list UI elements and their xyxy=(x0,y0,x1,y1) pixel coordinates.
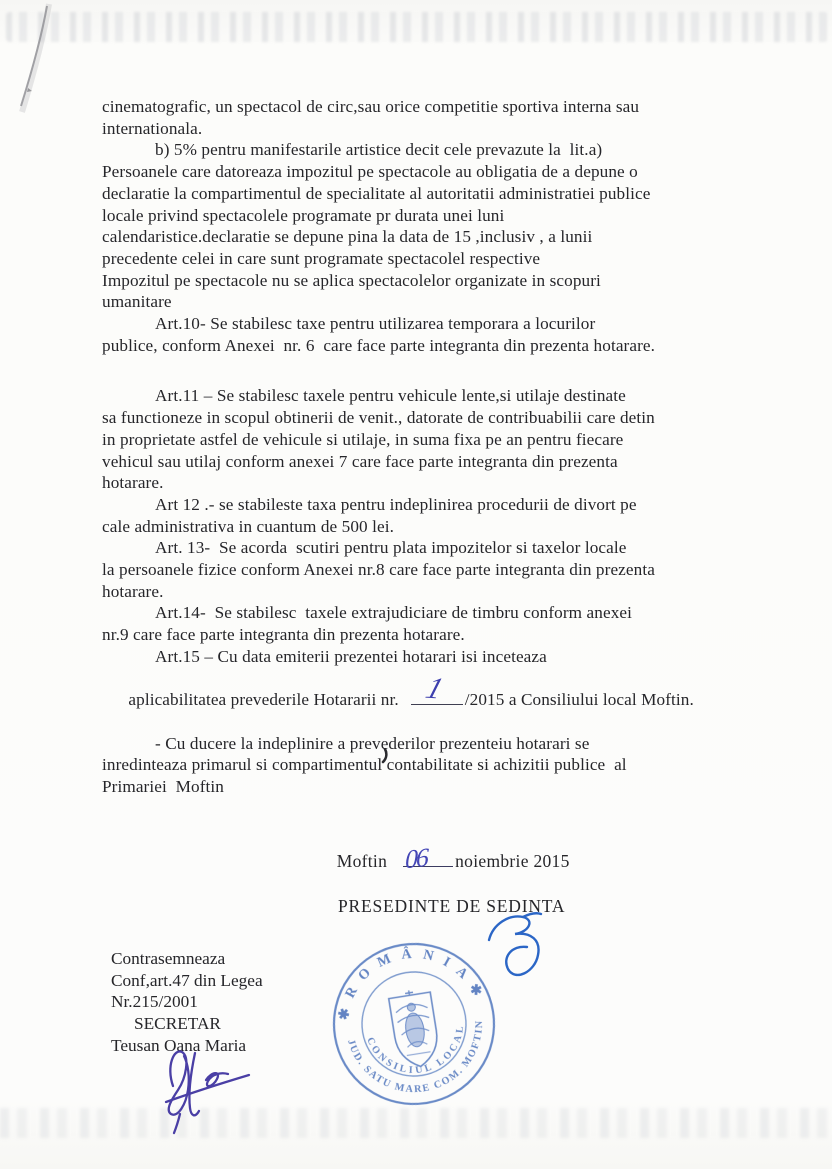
body-line: cale administrativa in cuantum de 500 lei. xyxy=(102,516,394,536)
body-line: Persoanele care datoreaza impozitul pe spectacole au obligatia de a depune o xyxy=(102,162,638,182)
dateline xyxy=(318,830,570,893)
coat-of-arms xyxy=(388,987,442,1070)
body-line: internationala. xyxy=(102,118,203,138)
body-line: inredinteaza primarul si compartimentul contabilitate si achizitii publice al xyxy=(102,755,627,775)
body-line: cinematografic, un spectacol de circ,sau orice competitie sportiva interna sau xyxy=(102,97,640,116)
body-line: in proprietate astfel de vehicule si utilaje, in suma fixa pe an pentru fiecare xyxy=(102,429,624,449)
council-stamp xyxy=(316,926,513,1123)
body-line: umanitare xyxy=(102,292,172,312)
date-blank-underline xyxy=(403,842,453,875)
blank-underline xyxy=(411,671,463,706)
body-line-art13: Art. 13- Se acorda scutiri pentru plata impozitelor si taxelor locale xyxy=(155,538,627,558)
countersign-line: Contrasemneaza xyxy=(111,949,226,968)
secretary-signature xyxy=(149,1040,299,1136)
body-line: nr.9 care face parte integranta din prezenta hotarare. xyxy=(102,625,465,645)
body-line: publice, conform Anexei nr. 6 care face parte integranta din prezenta hotarare. xyxy=(102,335,656,355)
body-line: vehicul sau utilaj conform anexei 7 care face parte integranta din prezenta xyxy=(102,451,618,471)
body-line: b) 5% pentru manifestarile artistice decit cele prevazute la lit.a) xyxy=(155,140,603,160)
body-line: declaratie la compartimentul de specialitate al autoritatii administratiei publice xyxy=(102,183,651,203)
dateline-suffix: noiembrie 2015 xyxy=(455,851,570,871)
president-title: PRESEDINTE DE SEDINTA xyxy=(338,896,566,916)
body-line-art14: Art.14- Se stabilesc taxele extrajudiciare de timbru conform anexei xyxy=(155,603,632,623)
stray-ink-mark xyxy=(381,748,391,764)
scan-noise-band-bottom xyxy=(0,1108,832,1138)
scan-noise-band-top xyxy=(6,12,828,42)
dateline-place: Moftin xyxy=(336,851,388,871)
handwritten-day: 06 xyxy=(404,842,428,875)
body-line: la persoanele fizice conform Anexei nr.8 care face parte integranta din prezenta xyxy=(102,560,655,580)
body-line: hotarare. xyxy=(102,581,164,601)
handwritten-hotarare-number: 1 xyxy=(421,671,448,706)
page-fold-crease xyxy=(0,0,90,140)
countersign-secretary-title: SECRETAR xyxy=(134,1014,221,1034)
body-line: Impozitul pe spectacole nu se aplica spectacolelor organizate in scopuri xyxy=(102,270,601,290)
body-line-art15: Art.15 – Cu data emiterii prezentei hotarari isi inceteaza xyxy=(155,646,547,666)
body-line-art11: Art.11 – Se stabilesc taxele pentru vehicule lente,si utilaje destinate xyxy=(155,386,626,406)
document-body xyxy=(102,96,774,798)
art15-prefix: aplicabilitatea prevederile Hotararii nr. xyxy=(128,690,399,710)
body-line-art15-continuation xyxy=(102,668,774,733)
stamp-council-text: CONSILIUL LOCAL xyxy=(364,1022,467,1077)
body-line: sa functioneze in scopul obtinerii de venit., datorate de contribuabilii care detin xyxy=(102,408,655,428)
body-line: calendaristice.declaratie se depune pina la data de 15 ,inclusiv , a lunii xyxy=(102,227,593,247)
body-line-art12: Art 12 .- se stabileste taxa pentru indeplinirea procedurii de divort pe xyxy=(155,494,637,514)
stamp-county-text: JUD. SATU MARE COM. MOFTIN xyxy=(345,1019,486,1096)
body-line: hotarare. xyxy=(102,473,164,493)
body-line: Primariei Moftin xyxy=(102,777,224,797)
body-line: - Cu ducere la indeplinire a prevederilor prezenteiu hotarari se xyxy=(155,733,590,753)
body-line: locale privind spectacolele programate pr durata unei luni xyxy=(102,205,505,225)
body-line-art10: Art.10- Se stabilesc taxe pentru utilizarea temporara a locurilor xyxy=(155,314,596,334)
countersign-line: Nr.215/2001 xyxy=(111,992,198,1012)
countersign-secretary-name: Teusan Oana Maria xyxy=(111,1035,247,1055)
body-line: precedente celei in care sunt programate spectacolel respective xyxy=(102,248,541,268)
stamp-country-text: ✱ R O M Â N I A ✱ xyxy=(336,946,486,1022)
art15-suffix: /2015 a Consiliului local Moftin. xyxy=(464,690,694,710)
countersign-line: Conf,art.47 din Legea xyxy=(111,970,263,990)
